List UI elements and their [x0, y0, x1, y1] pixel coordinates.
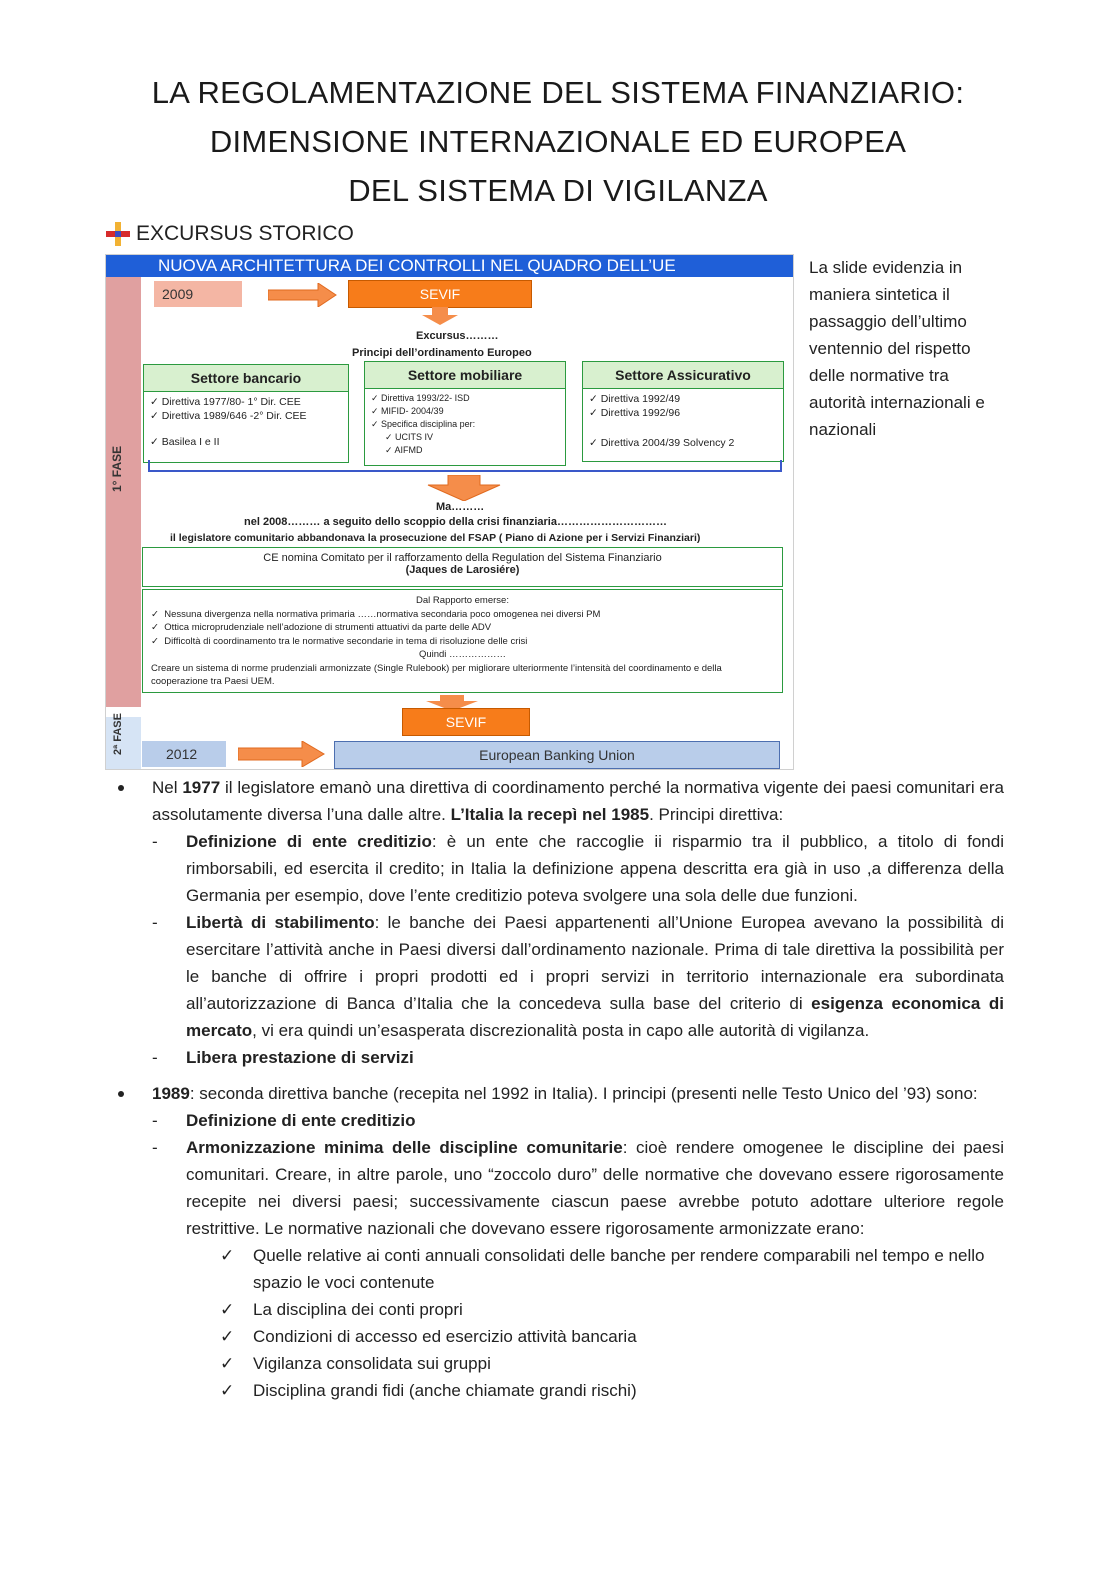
checkmark-icon: ✓ [220, 1354, 235, 1373]
ma-label: Ma……… [436, 501, 485, 513]
sector-item: ✓ Basilea I e II [150, 435, 342, 449]
check-item: ✓ Quelle relative ai conti annuali consolidati delle banche per rendere comparabili nel tempo e nello spazio le voci contenute [118, 1242, 1004, 1296]
right-arrow-icon [238, 741, 326, 767]
sector-item: ✓ Specifica disciplina per: [371, 418, 559, 431]
bullet-item: 1989: seconda direttiva banche (recepita nel 1992 in Italia). I principi (presenti nelle Testo Unico del ’93) sono: [118, 1080, 1004, 1107]
dash-icon: - [152, 1138, 158, 1157]
nel-2008-label: nel 2008……… a seguito dello scoppio della crisi finanziaria………………………… [244, 516, 667, 528]
sector-item: ✓ UCITS IV [371, 431, 559, 444]
phase-1-band [106, 277, 141, 707]
bullet-item: Nel 1977 il legislatore emanò una direttiva di coordinamento perché la normativa vigente dei paesi comunitari era assolutamente diversa l’una dalle altre. L’Italia la recepì nel 1985. Principi direttiva: [118, 774, 1004, 828]
rapporto-box [142, 589, 783, 693]
title-line-2: DIMENSIONE INTERNAZIONALE ED EUROPEA [209, 124, 907, 159]
sector-item: ✓ Direttiva 1993/22- ISD [371, 392, 559, 405]
check-item: ✓ Condizioni di accesso ed esercizio attività bancaria [118, 1323, 1004, 1350]
sector-assicurativo [582, 361, 784, 462]
page-title [0, 68, 1116, 215]
creare-label: Creare un sistema di norme prudenziali armonizzate (Single Rulebook) per migliorare ulteriormente l’intensità del coordinamento e della cooperazione tra Paesi UEM. [151, 662, 722, 687]
rapporto-item: ✓ Ottica microprudenziale nell’adozione di strumenti attuativi da parte delle ADV [151, 622, 492, 633]
dash-item: - Definizione di ente creditizio [118, 1107, 1004, 1134]
dash-icon: - [152, 832, 158, 851]
sector-item: ✓ Direttiva 1989/646 -2° Dir. CEE [150, 409, 342, 423]
sevif-box-2: SEVIF [402, 708, 530, 736]
rapporto-label: Dal Rapporto emerse: [416, 595, 509, 606]
sector-mobiliare-title: Settore mobiliare [365, 362, 565, 389]
title-line-3: DEL SISTEMA DI VIGILANZA [348, 173, 768, 208]
dash-item: - Libertà di stabilimento: le banche dei Paesi appartenenti all’Unione Europea avevano la possibilità di esercitare l’attività anche in Paesi diversi dall’ordinamento nazionale. Prima di tale direttiva la possibilità per le banche di offrire i propri prodotti ed i propri servizi in territorio internazionale era subordinata all’autorizzazione di Banca d’Italia che la concedeva sulla base del criterio di esigenza economica di mercato, vi era quindi un’esasperata discrezionalità posta in capo alle autorità di vigilanza. [118, 909, 1004, 1044]
excursus-label: Excursus……… [416, 330, 499, 342]
section-heading [106, 222, 354, 246]
sector-item: ✓ Direttiva 1977/80- 1° Dir. CEE [150, 395, 342, 409]
dash-icon: - [152, 1111, 158, 1130]
larosiere-label: (Jaques de Larosiére) [405, 564, 520, 576]
ce-comitato-box [142, 547, 783, 587]
quindi-label: Quindi ……………… [418, 649, 507, 660]
checkmark-icon: ✓ [220, 1246, 235, 1265]
rapporto-item: ✓ Difficoltà di coordinamento tra le normative secondarie in tema di risoluzione delle crisi [151, 635, 528, 647]
down-arrow-icon [420, 307, 460, 325]
down-arrow-icon [426, 475, 502, 501]
checkmark-icon: ✓ [220, 1327, 235, 1346]
sector-assicurativo-title: Settore Assicurativo [583, 362, 783, 389]
rapporto-item: ✓ Nessuna divergenza nella normativa primaria ……normativa secondaria poco omogenea nei diversi PM [151, 608, 601, 620]
bullet-dot-icon [118, 785, 124, 791]
european-banking-union-box: European Banking Union [334, 741, 780, 769]
year-2012-box: 2012 [142, 741, 226, 767]
cross-bullet-icon [106, 222, 130, 246]
phase-1-label: 1° FASE [110, 445, 124, 492]
sectors-bracket [148, 460, 782, 472]
sector-mobiliare [364, 361, 566, 466]
check-item: ✓ La disciplina dei conti propri [118, 1296, 1004, 1323]
phase-2-band [106, 713, 141, 769]
principi-label: Principi dell’ordinamento Europeo [352, 347, 532, 359]
body-text [118, 774, 1004, 1404]
sector-item: ✓ AIFMD [371, 444, 559, 457]
slide-header: NUOVA ARCHITETTURA DEI CONTROLLI NEL QUADRO DELL’UE [106, 255, 793, 277]
fsap-label: il legislatore comunitario abbandonava la prosecuzione del FSAP ( Piano di Azione per i Servizi Finanziari) [170, 532, 701, 544]
side-note: La slide evidenzia in maniera sintetica il passaggio dell’ultimo ventennio del rispetto delle normative tra autorità internazionali e nazionali [809, 258, 985, 439]
dash-item: - Definizione di ente creditizio: è un ente che raccoglie ii risparmio tra il pubblico, a titolo di fondi rimborsabili, ed esercita il credito; in Italia la definizione appena descritta era già in uso ,a differenza della Germania per esempio, dove l’ente creditizio poteva svolgere una sola delle due funzioni. [118, 828, 1004, 909]
checkmark-icon: ✓ [220, 1381, 235, 1400]
sector-item: ✓ Direttiva 1992/96 [589, 406, 777, 420]
title-line-1: LA REGOLAMENTAZIONE DEL SISTEMA FINANZIARIO: [151, 75, 965, 110]
sevif-box-1: SEVIF [348, 280, 532, 308]
phase-2-label: 2ª FASE [112, 713, 124, 755]
dash-icon: - [152, 1048, 158, 1067]
ce-label: CE nomina Comitato per il rafforzamento della Regulation del Sistema Finanziario [263, 552, 662, 564]
sector-item: ✓ MIFID- 2004/39 [371, 405, 559, 418]
sector-item: ✓ Direttiva 1992/49 [589, 392, 777, 406]
check-item: ✓ Vigilanza consolidata sui gruppi [118, 1350, 1004, 1377]
sector-bancario [143, 364, 349, 463]
dash-item: - Armonizzazione minima delle discipline comunitarie: cioè rendere omogenee le discipline dei paesi comunitari. Creare, in altre parole, uno “zoccolo duro” delle normative che dovevano essere rigorosamente recepite nei diversi paesi; successivamente ciascun paese avrebbe potuto adottare ulteriore regole restrittive. Le normative nazionali che dovevano essere rigorosamente armonizzate erano: [118, 1134, 1004, 1242]
bullet-dot-icon [118, 1091, 124, 1097]
dash-icon: - [152, 913, 158, 932]
right-arrow-icon [268, 283, 338, 307]
checkmark-icon: ✓ [220, 1300, 235, 1319]
section-heading-text: EXCURSUS STORICO [136, 222, 354, 245]
sector-item: ✓ Direttiva 2004/39 Solvency 2 [589, 436, 777, 450]
check-item: ✓ Disciplina grandi fidi (anche chiamate grandi rischi) [118, 1377, 1004, 1404]
slide-diagram [105, 254, 794, 770]
year-2009-box: 2009 [154, 281, 242, 307]
sector-bancario-title: Settore bancario [144, 365, 348, 392]
dash-item: - Libera prestazione di servizi [118, 1044, 1004, 1071]
